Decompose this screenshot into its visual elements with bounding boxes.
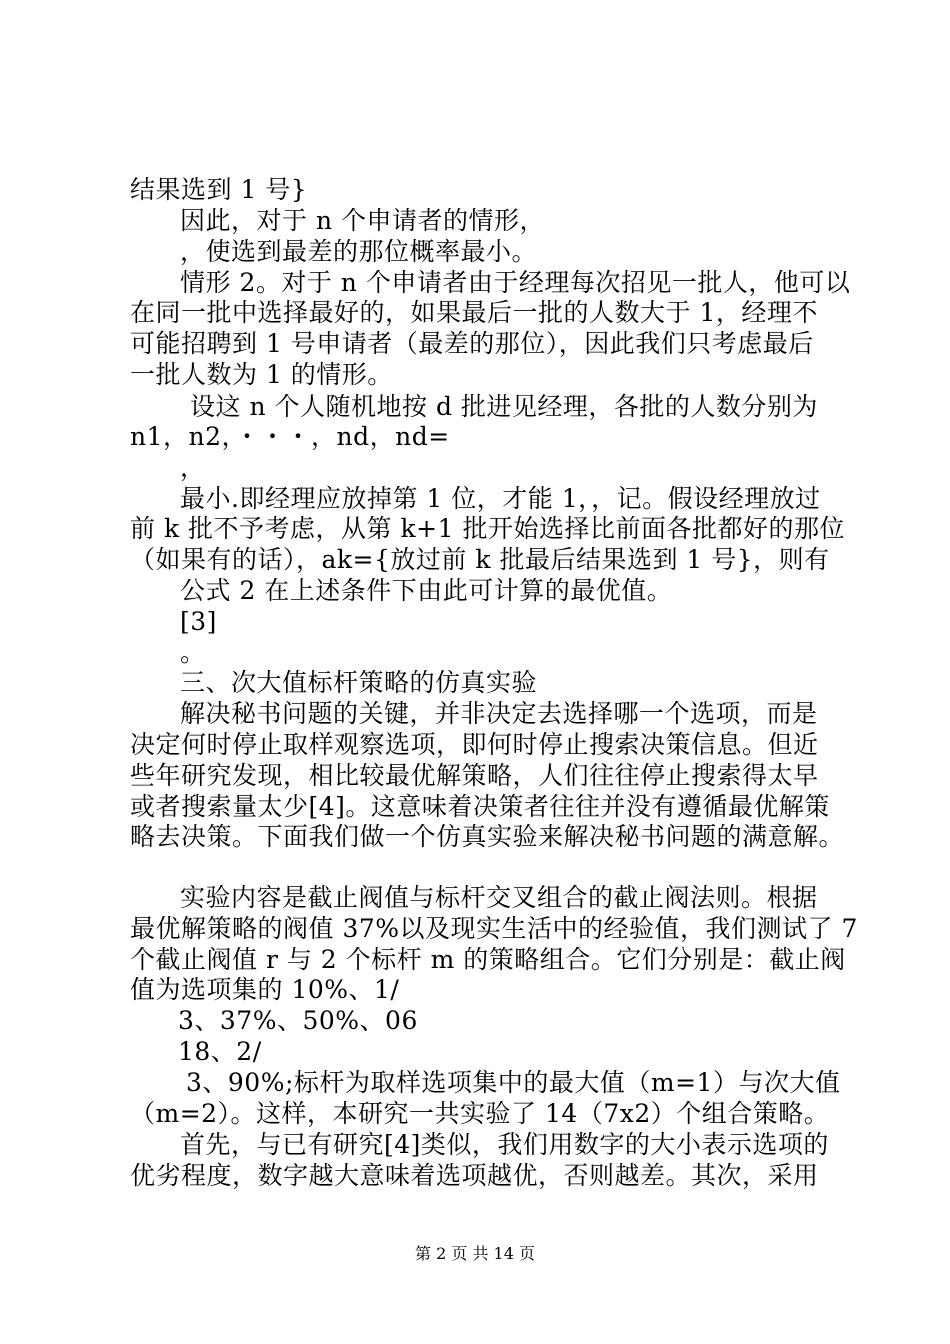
text-line: 解决秘书问题的关键，并非决定去选择哪一个选项，而是	[180, 699, 818, 728]
text-line: 首先，与已有研究[4]类似，我们用数字的大小表示选项的	[180, 1130, 829, 1159]
text-line: 决定何时停止取样观察选项，即何时停止搜索决策信息。但近	[130, 730, 819, 759]
text-line: 略去决策。下面我们做一个仿真实验来解决秘书问题的满意解。	[130, 822, 845, 851]
text-line: 3、37%、50%、06	[178, 1006, 418, 1035]
text-line: 值为选项集的 10%、1/	[130, 975, 400, 1004]
text-line: 3、90%;标杆为取样选项集中的最大值（m=1）与次大值	[186, 1068, 841, 1097]
text-line: 因此，对于 n 个申请者的情形，	[180, 206, 545, 235]
text-line: 个截止阀值 r 与 2 个标杆 m 的策略组合。它们分别是：截止阀	[130, 945, 846, 974]
text-line: 在同一批中选择最好的，如果最后一批的人数大于 1，经理不	[130, 298, 818, 327]
citation-ref: [3]	[180, 607, 217, 636]
section-heading: 三、次大值标杆策略的仿真实验	[180, 668, 538, 697]
text-line: （m=2）。这样，本研究一共实验了 14（7x2）个组合策略。	[130, 1099, 830, 1128]
text-line: 优劣程度，数字越大意味着选项越优，否则越差。其次，采用	[130, 1161, 819, 1190]
text-line: 可能招聘到 1 号申请者（最差的那位），因此我们只考虑最后	[130, 329, 814, 358]
page-number-footer: 第 2 页 共 14 页	[415, 1244, 535, 1263]
text-line: 些年研究发现，相比较最优解策略，人们往往停止搜索得太早	[130, 761, 819, 790]
text-line: 结果选到 1 号}	[130, 175, 308, 204]
text-line: ，	[180, 453, 206, 482]
text-line: 或者搜索量太少[4]。这意味着决策者往往并没有遵循最优解策	[130, 792, 830, 821]
text-line: 最小.即经理应放掉第 1 位，才能 1，，记。假设经理放过	[180, 484, 821, 513]
text-line: 最优解策略的阀值 37%以及现实生活中的经验值，我们测试了 7	[130, 914, 858, 943]
text-line: 。	[180, 638, 206, 667]
text-line: 前 k 批不予考虑，从第 k+1 批开始选择比前面各批都好的那位	[130, 514, 845, 543]
text-line: 实验内容是截止阀值与标杆交叉组合的截止阀法则。根据	[180, 883, 818, 912]
text-line: n1，n2，・・・，nd，nd=	[130, 422, 450, 451]
text-line: 情形 2。对于 n 个申请者由于经理每次招见一批人，他可以	[180, 268, 851, 297]
text-line: 18、2/	[178, 1037, 262, 1066]
text-line: 一批人数为 1 的情形。	[130, 360, 393, 389]
text-line: （如果有的话），ak={放过前 k 批最后结果选到 1 号}，则有	[130, 545, 830, 574]
text-line: ，使选到最差的那位概率最小。	[180, 237, 538, 266]
text-line: 公式 2 在上述条件下由此可计算的最优值。	[180, 576, 673, 605]
text-line: 设这 n 个人随机地按 d 批进见经理，各批的人数分别为	[190, 392, 818, 421]
